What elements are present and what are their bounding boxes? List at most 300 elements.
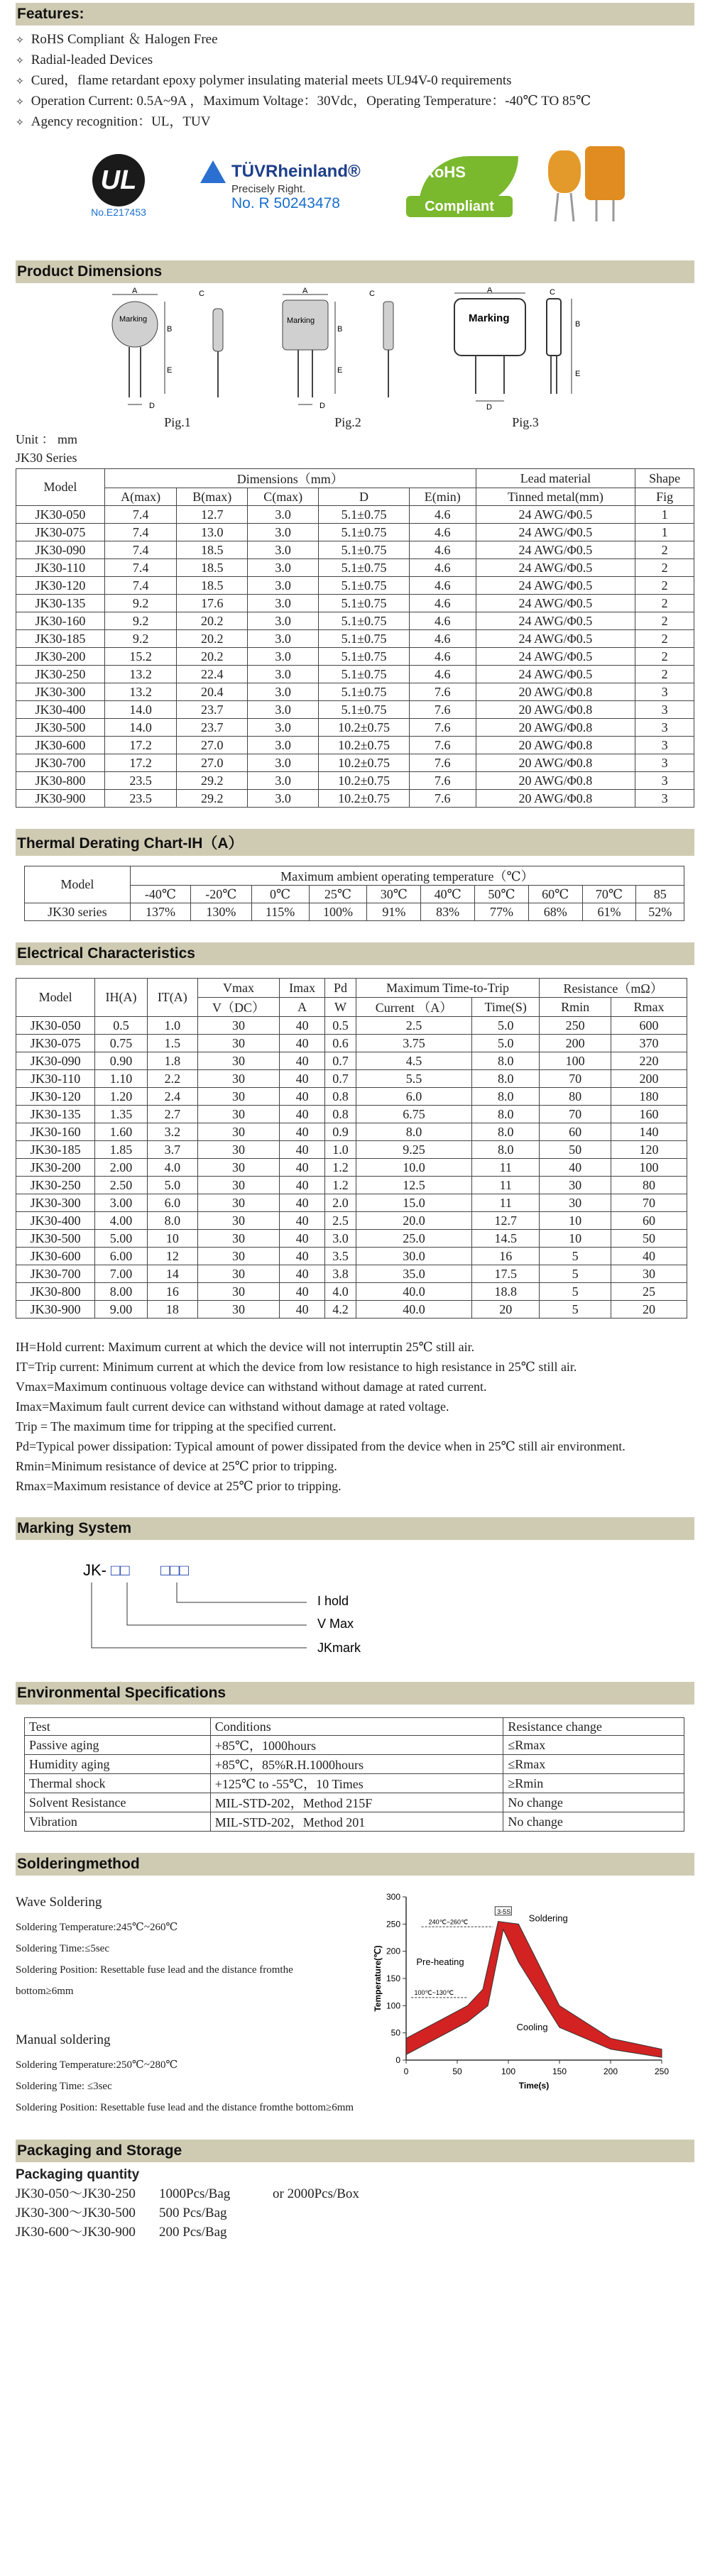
table-cell: 115% <box>251 903 309 921</box>
table-cell: 0.7 <box>325 1070 356 1088</box>
table-cell: 5 <box>540 1265 611 1283</box>
table-cell: 40 <box>280 1052 325 1070</box>
table-cell: 25.0 <box>356 1230 471 1248</box>
th-temp: 0℃ <box>251 886 309 903</box>
table-cell: 20.0 <box>356 1212 471 1230</box>
th-temp: 70℃ <box>582 886 636 903</box>
table-row <box>16 1177 687 1194</box>
table-cell: 2.50 <box>95 1177 148 1194</box>
svg-text:JKmark: JKmark <box>317 1641 361 1655</box>
th-c-max: C(max) <box>248 488 319 506</box>
table-cell: 40 <box>280 1070 325 1088</box>
table-cell: 3.0 <box>248 595 319 612</box>
table-cell: 7.4 <box>104 524 176 541</box>
table-cell: 70 <box>540 1070 611 1088</box>
y-axis-label: Temperature(℃) <box>373 1945 383 2012</box>
table-cell: 4.6 <box>409 506 476 524</box>
table-cell: 3.0 <box>248 577 319 595</box>
table-row <box>16 1123 687 1141</box>
table-cell: +85℃，1000hours <box>210 1736 503 1755</box>
table-cell: 10.2±0.75 <box>319 737 410 754</box>
table-cell: 0.5 <box>325 1017 356 1035</box>
table-cell: 23.7 <box>177 701 248 719</box>
table-cell: 3.0 <box>248 719 319 737</box>
table-cell: 70 <box>540 1106 611 1123</box>
table-cell: 120 <box>611 1141 687 1159</box>
table-row <box>16 701 694 719</box>
table-cell: 30 <box>197 1301 279 1319</box>
packaging-row <box>16 2223 694 2242</box>
th-lead-material: Lead material <box>476 469 635 488</box>
fig3-caption: Pig.3 <box>512 415 539 429</box>
table-cell: JK30-160 <box>16 1123 95 1141</box>
soldering-profile-chart <box>371 1888 676 2101</box>
wave-line: bottom≥6mm <box>16 1986 74 1997</box>
feature-item: ✧ Operation Current: 0.5A~9A ，Maximum Voltage：30Vdc，Operating Temperature：-40℃ TO 85℃ <box>16 92 694 112</box>
svg-text:C: C <box>199 290 204 298</box>
series-label: JK30 Series <box>16 451 77 465</box>
table-cell: 30 <box>197 1212 279 1230</box>
table-cell: 5.1±0.75 <box>319 559 410 577</box>
svg-text:E: E <box>575 370 581 378</box>
table-cell: 29.2 <box>177 772 248 790</box>
th-rmax: Rmax <box>611 998 687 1017</box>
table-row <box>16 1106 687 1123</box>
ul-logo <box>65 154 172 218</box>
environmental-table <box>24 1717 684 1832</box>
th-a: A <box>280 998 325 1017</box>
electrical-heading: Electrical Characteristics <box>16 942 694 965</box>
table-cell: 4.6 <box>409 577 476 595</box>
environmental-heading: Environmental Specifications <box>16 1682 694 1705</box>
table-cell: 24 AWG/Φ0.5 <box>476 577 635 595</box>
table-cell: 50 <box>540 1141 611 1159</box>
wave-soldering-heading: Wave Soldering <box>16 1895 102 1910</box>
table-row <box>16 1088 687 1106</box>
table-cell: 1.20 <box>95 1088 148 1106</box>
svg-text:A: A <box>132 287 138 295</box>
table-cell: 24 AWG/Φ0.5 <box>476 541 635 559</box>
figure-3 <box>440 287 611 430</box>
table-cell: 2 <box>635 612 694 630</box>
table-cell: 30 <box>197 1106 279 1123</box>
table-cell: 5.0 <box>147 1177 197 1194</box>
table-cell: 8.00 <box>95 1283 148 1301</box>
tuv-number: No. R 50243478 <box>231 194 340 211</box>
table-cell: 10.2±0.75 <box>319 772 410 790</box>
table-cell: 1.85 <box>95 1141 148 1159</box>
table-cell: JK30-135 <box>16 595 105 612</box>
table-cell: JK30-050 <box>16 506 105 524</box>
table-cell: 200 <box>540 1035 611 1052</box>
table-cell: 9.25 <box>356 1141 471 1159</box>
table-cell: 1.0 <box>147 1017 197 1035</box>
table-cell: 0.90 <box>95 1052 148 1070</box>
table-cell: 24 AWG/Φ0.5 <box>476 666 635 683</box>
table-cell: 3.0 <box>248 648 319 666</box>
table-cell: 4.6 <box>409 648 476 666</box>
table-cell: 80 <box>611 1177 687 1194</box>
table-cell: 5.1±0.75 <box>319 666 410 683</box>
table-cell: 22.4 <box>177 666 248 683</box>
table-cell: 40 <box>540 1159 611 1177</box>
table-cell: 3.0 <box>248 666 319 683</box>
packaging-row <box>16 2203 694 2223</box>
table-row <box>25 1736 684 1755</box>
table-cell: 23.5 <box>104 772 176 790</box>
note-line: Vmax=Maximum continuous voltage device can withstand without damage at rated current. <box>16 1380 487 1394</box>
table-cell: 2.5 <box>356 1017 471 1035</box>
th-vdc: V（DC） <box>197 998 279 1017</box>
table-cell: 7.6 <box>409 754 476 772</box>
feature-item: ✧ RoHS Compliant ＆ Halogen Free <box>16 30 694 50</box>
table-cell: No change <box>503 1812 684 1832</box>
table-cell: 20 AWG/Φ0.8 <box>476 790 635 808</box>
table-cell: JK30-250 <box>16 666 105 683</box>
table-cell: 40 <box>611 1248 687 1265</box>
table-cell: JK30-185 <box>16 630 105 648</box>
product-photo <box>548 146 625 226</box>
annotation-soldering: Soldering <box>528 1912 568 1924</box>
table-cell: 17.2 <box>104 737 176 754</box>
table-cell: 5.1±0.75 <box>319 524 410 541</box>
fig2-caption: Pig.2 <box>334 415 361 429</box>
table-cell: 3.0 <box>248 612 319 630</box>
ul-number: No.E217453 <box>91 207 146 218</box>
th-dimensions: Dimensions（mm） <box>104 469 476 488</box>
table-cell: 3.0 <box>248 683 319 701</box>
svg-text:V Max: V Max <box>317 1617 354 1631</box>
packaging-row <box>16 2184 694 2203</box>
table-cell: 200 <box>611 1070 687 1088</box>
note-line: IT=Trip current: Minimum current at which the device from low resistance to high resistance in 25℃ still air. <box>16 1360 577 1374</box>
table-row <box>16 577 694 595</box>
table-cell: 17.5 <box>472 1265 540 1283</box>
table-row <box>16 1052 687 1070</box>
table-cell: 20.2 <box>177 612 248 630</box>
ul-mark-icon: UL <box>92 154 145 207</box>
table-cell: 16 <box>472 1248 540 1265</box>
table-row <box>16 595 694 612</box>
soldering-text <box>16 1888 371 2118</box>
th-fig: Fig <box>635 488 694 506</box>
table-row <box>16 683 694 701</box>
table-cell: 7.4 <box>104 506 176 524</box>
table-cell: 5 <box>540 1248 611 1265</box>
table-cell: 30.0 <box>356 1248 471 1265</box>
svg-text:□□□: □□□ <box>160 1561 189 1579</box>
table-cell: 2 <box>635 595 694 612</box>
model-range: JK30-300～JK30-500 <box>16 2206 136 2220</box>
table-cell: 61% <box>582 903 636 921</box>
table-cell: JK30-075 <box>16 1035 95 1052</box>
table-cell: 20 AWG/Φ0.8 <box>476 772 635 790</box>
th-shape: Shape <box>635 469 694 488</box>
table-cell: 40 <box>280 1283 325 1301</box>
th-it: IT(A) <box>147 979 197 1017</box>
packaging-quantity-heading: Packaging quantity <box>16 2167 140 2182</box>
table-cell: 5.5 <box>356 1070 471 1088</box>
table-cell: 20.2 <box>177 630 248 648</box>
table-cell: 1.8 <box>147 1052 197 1070</box>
th-vmax: Vmax <box>197 979 279 998</box>
table-cell: JK30-110 <box>16 1070 95 1088</box>
table-cell: 3 <box>635 790 694 808</box>
table-cell: 17.2 <box>104 754 176 772</box>
dimensions-heading: Product Dimensions <box>16 260 694 283</box>
table-cell: 4.6 <box>409 541 476 559</box>
table-cell: 5.1±0.75 <box>319 630 410 648</box>
table-cell: 4.5 <box>356 1052 471 1070</box>
table-cell: 10 <box>147 1230 197 1248</box>
feature-item: ✧ Radial-leaded Devices <box>16 50 694 71</box>
table-cell: 4.6 <box>409 559 476 577</box>
table-row <box>16 1230 687 1248</box>
table-cell: 0.6 <box>325 1035 356 1052</box>
table-cell: 20 AWG/Φ0.8 <box>476 683 635 701</box>
table-cell: 40 <box>280 1301 325 1319</box>
table-cell: JK30-120 <box>16 577 105 595</box>
figure-2 <box>270 287 426 430</box>
table-cell: 30 <box>197 1248 279 1265</box>
table-cell: 3.0 <box>248 630 319 648</box>
table-row <box>25 1755 684 1774</box>
rohs-text: RoHS <box>423 163 466 181</box>
th-rmin: Rmin <box>540 998 611 1017</box>
table-cell: 3.0 <box>248 559 319 577</box>
table-row <box>16 1194 687 1212</box>
table-cell: 30 <box>611 1265 687 1283</box>
table-cell: 5.1±0.75 <box>319 577 410 595</box>
table-cell: 140 <box>611 1123 687 1141</box>
th-model: Model <box>16 979 95 1017</box>
x-tick-label: 0 <box>403 2066 409 2076</box>
table-cell: 60 <box>611 1212 687 1230</box>
wave-line: Soldering Time:≤5sec <box>16 1943 109 1954</box>
table-cell: 0.5 <box>95 1017 148 1035</box>
table-cell: 8.0 <box>472 1052 540 1070</box>
table-cell: 10.2±0.75 <box>319 790 410 808</box>
table-cell: 16 <box>147 1283 197 1301</box>
table-cell: JK30-120 <box>16 1088 95 1106</box>
table-cell: JK30-110 <box>16 559 105 577</box>
note-line: Rmax=Maximum resistance of device at 25℃ prior to tripping. <box>16 1479 342 1493</box>
table-cell: 0.75 <box>95 1035 148 1052</box>
table-cell: 2.2 <box>147 1070 197 1088</box>
table-cell: 1 <box>635 524 694 541</box>
tuv-triangle-icon <box>200 160 226 183</box>
table-cell: 4.0 <box>325 1283 356 1301</box>
table-row <box>25 1793 684 1812</box>
quantity: 200 Pcs/Bag <box>159 2225 227 2240</box>
quantity-alt: or 2000Pcs/Box <box>273 2186 359 2201</box>
table-cell: JK30-800 <box>16 772 105 790</box>
table-cell: 9.2 <box>104 595 176 612</box>
table-cell: 20.4 <box>177 683 248 701</box>
quantity: 1000Pcs/Bag <box>159 2186 231 2201</box>
svg-text:B: B <box>575 320 581 329</box>
table-cell: 35.0 <box>356 1265 471 1283</box>
table-cell: 5 <box>540 1283 611 1301</box>
table-cell: 40 <box>280 1230 325 1248</box>
table-cell: 2 <box>635 577 694 595</box>
table-cell: 20 AWG/Φ0.8 <box>476 719 635 737</box>
rohs-logo <box>406 152 520 220</box>
svg-text:D: D <box>320 402 325 410</box>
table-cell: 40 <box>280 1035 325 1052</box>
table-cell: 5.1±0.75 <box>319 701 410 719</box>
tuv-logo <box>200 160 378 212</box>
table-cell: 3.0 <box>248 737 319 754</box>
table-cell: 23.7 <box>177 719 248 737</box>
table-cell: 11 <box>472 1194 540 1212</box>
x-tick-label: 250 <box>654 2066 670 2076</box>
table-cell: 40 <box>280 1248 325 1265</box>
table-cell: 15.0 <box>356 1194 471 1212</box>
table-cell: 20 <box>611 1301 687 1319</box>
table-cell: 24 AWG/Φ0.5 <box>476 506 635 524</box>
table-cell: 5.1±0.75 <box>319 648 410 666</box>
table-cell: 18.8 <box>472 1283 540 1301</box>
table-cell: 4.6 <box>409 524 476 541</box>
note-line: Trip = The maximum time for tripping at the specified current. <box>16 1419 337 1433</box>
x-tick-label: 200 <box>603 2066 618 2076</box>
table-cell: JK30-200 <box>16 1159 95 1177</box>
table-cell: 8.0 <box>472 1106 540 1123</box>
th-pd: Pd <box>325 979 356 998</box>
table-cell: 18.5 <box>177 577 248 595</box>
table-cell: 100 <box>611 1159 687 1177</box>
table-cell: 77% <box>475 903 529 921</box>
table-cell: 100 <box>540 1052 611 1070</box>
table-cell: 3.75 <box>356 1035 471 1052</box>
table-cell: JK30-090 <box>16 1052 95 1070</box>
electrical-notes <box>16 1337 694 1496</box>
annotation-preheating: Pre-heating <box>416 1956 464 1967</box>
table-cell: JK30-900 <box>16 1301 95 1319</box>
table-cell: 30 <box>197 1017 279 1035</box>
svg-text:Marking: Marking <box>287 317 315 325</box>
table-cell: JK30-700 <box>16 754 105 772</box>
table-cell: 68% <box>528 903 582 921</box>
svg-text:A: A <box>302 287 308 295</box>
table-cell: 11 <box>472 1177 540 1194</box>
th-temp: 60℃ <box>528 886 582 903</box>
table-cell: JK30-075 <box>16 524 105 541</box>
table-row <box>16 559 694 577</box>
tuv-name: TÜVRheinland® <box>231 161 361 181</box>
table-cell: 10.0 <box>356 1159 471 1177</box>
table-cell: 24 AWG/Φ0.5 <box>476 630 635 648</box>
marking-heading: Marking System <box>16 1517 694 1540</box>
table-cell: 13.2 <box>104 666 176 683</box>
table-row <box>16 1265 687 1283</box>
th-w: W <box>325 998 356 1017</box>
table-cell: 40 <box>280 1141 325 1159</box>
table-cell: 27.0 <box>177 737 248 754</box>
table-cell: 3 <box>635 683 694 701</box>
table-cell: 220 <box>611 1052 687 1070</box>
table-cell: 14.0 <box>104 719 176 737</box>
table-cell: 10.2±0.75 <box>319 754 410 772</box>
table-cell: 30 <box>197 1088 279 1106</box>
table-cell: 29.2 <box>177 790 248 808</box>
table-cell: 0.7 <box>325 1052 356 1070</box>
th-ambient-temp: Maximum ambient operating temperature（℃） <box>130 866 684 886</box>
table-cell: 130% <box>191 903 251 921</box>
table-cell: 8.0 <box>147 1212 197 1230</box>
table-cell: 5.1±0.75 <box>319 541 410 559</box>
fig1-caption: Pig.1 <box>164 415 191 429</box>
table-row <box>16 1248 687 1265</box>
th-temp: 50℃ <box>475 886 529 903</box>
table-cell: 30 <box>197 1265 279 1283</box>
table-cell: 2.0 <box>325 1194 356 1212</box>
table-cell: 1.10 <box>95 1070 148 1088</box>
th-resistance: Resistance（mΩ） <box>540 979 687 998</box>
table-cell: 11 <box>472 1159 540 1177</box>
table-cell: 1.60 <box>95 1123 148 1141</box>
table-cell: 9.2 <box>104 612 176 630</box>
table-cell: 8.0 <box>472 1123 540 1141</box>
x-tick-label: 150 <box>552 2066 567 2076</box>
table-cell: 6.75 <box>356 1106 471 1123</box>
feature-item: ✧ Cured，flame retardant epoxy polymer insulating material meets UL94V-0 requirements <box>16 71 694 92</box>
table-cell: 3.0 <box>248 790 319 808</box>
table-cell: 40 <box>280 1159 325 1177</box>
table-cell: 40 <box>280 1088 325 1106</box>
table-cell: 40 <box>280 1017 325 1035</box>
svg-text:B: B <box>337 325 343 334</box>
table-row <box>16 630 694 648</box>
table-cell: 1.2 <box>325 1177 356 1194</box>
y-tick-label: 0 <box>395 2055 400 2065</box>
table-cell: 24 AWG/Φ0.5 <box>476 595 635 612</box>
table-row <box>16 737 694 754</box>
table-row <box>16 719 694 737</box>
table-cell: 4.6 <box>409 666 476 683</box>
table-row <box>16 1212 687 1230</box>
svg-text:D: D <box>149 402 155 410</box>
wave-line: Soldering Position: Resettable fuse lead and the distance fromthe <box>16 1964 293 1976</box>
table-row <box>16 1141 687 1159</box>
y-tick-label: 100 <box>386 2000 400 2011</box>
table-cell: No change <box>503 1793 684 1812</box>
table-cell: 3 <box>635 719 694 737</box>
table-cell: 4.6 <box>409 612 476 630</box>
table-cell: 5.0 <box>472 1035 540 1052</box>
table-cell: 12.5 <box>356 1177 471 1194</box>
wave-line: Soldering Temperature:245℃~260℃ <box>16 1922 178 1933</box>
table-cell: 14 <box>147 1265 197 1283</box>
table-cell: JK30-500 <box>16 1230 95 1248</box>
table-cell: Thermal shock <box>25 1774 211 1793</box>
table-row <box>25 1774 684 1793</box>
table-cell: 100% <box>309 903 367 921</box>
quantity: 500 Pcs/Bag <box>159 2206 227 2220</box>
th-temp: 40℃ <box>421 886 475 903</box>
table-cell: 7.6 <box>409 737 476 754</box>
tuv-tagline: Precisely Right. <box>231 182 306 195</box>
x-tick-label: 50 <box>452 2066 462 2076</box>
svg-text:Marking: Marking <box>119 315 148 324</box>
feature-item: ✧ Agency recognition：UL，TUV <box>16 112 694 133</box>
manual-line: Soldering Temperature:250℃~280℃ <box>16 2059 178 2071</box>
th-ih: IH(A) <box>95 979 148 1017</box>
table-row <box>16 1017 687 1035</box>
table-cell: 17.6 <box>177 595 248 612</box>
table-cell: 27.0 <box>177 754 248 772</box>
